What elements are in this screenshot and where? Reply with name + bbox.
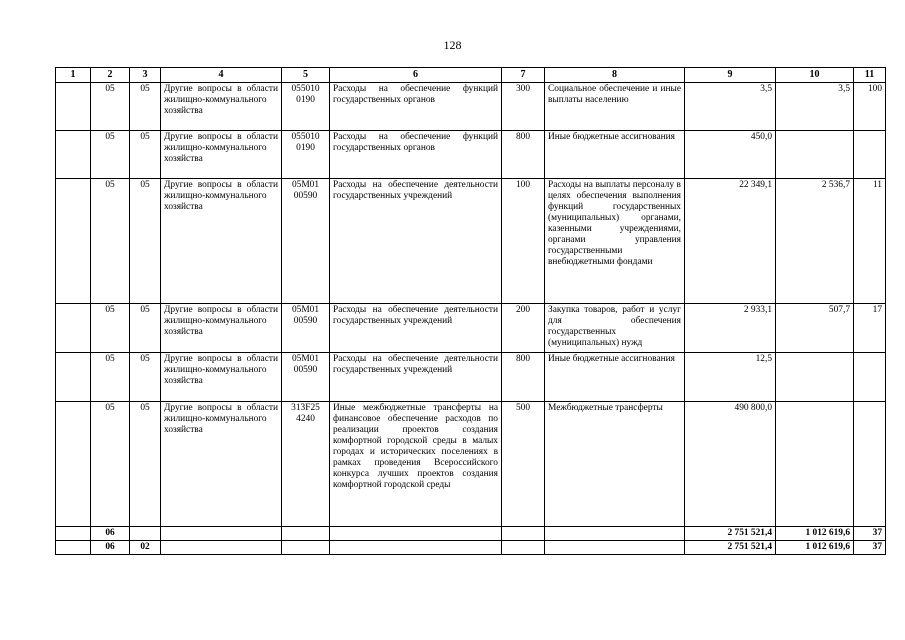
cell-expense-name: Закупка товаров, работ и услуг для обеспечения государственных (муниципальных) нужд xyxy=(545,304,685,353)
table-row xyxy=(56,402,886,527)
column-header: 4 xyxy=(161,68,282,83)
cell-percent: 11 xyxy=(854,179,886,304)
cell-target-code: 055010 0190 xyxy=(282,83,330,131)
total-row-section xyxy=(56,527,886,541)
cell-subsection: 05 xyxy=(130,179,161,304)
cell-col1 xyxy=(56,304,91,353)
cell-amount-actual: 507,7 xyxy=(776,304,854,353)
column-header: 9 xyxy=(685,68,776,83)
cell-section-name: Другие вопросы в области жилищно-коммунального хозяйства xyxy=(161,304,282,353)
table-row xyxy=(56,83,886,131)
cell-expense-type xyxy=(502,541,545,555)
cell-target-name xyxy=(330,527,502,541)
budget-table xyxy=(55,67,886,555)
cell-section-name: Другие вопросы в области жилищно-коммунального хозяйства xyxy=(161,353,282,402)
cell-expense-type: 300 xyxy=(502,83,545,131)
cell-expense-type: 800 xyxy=(502,131,545,179)
cell-expense-type: 100 xyxy=(502,179,545,304)
cell-target-name: Иные межбюджетные трансферты на финансовое обеспечение расходов по реализации проектов создания комфортной городской среды в малых городах и исторических поселениях в рамках проведения Всероссийского конкурса лучших проектов создания комфортной городской среды xyxy=(330,402,502,527)
cell-section: 05 xyxy=(91,179,130,304)
cell-amount-plan: 12,5 xyxy=(685,353,776,402)
cell-col1 xyxy=(56,179,91,304)
cell-col1 xyxy=(56,131,91,179)
cell-section: 06 xyxy=(91,541,130,555)
column-header: 2 xyxy=(91,68,130,83)
cell-section: 05 xyxy=(91,304,130,353)
column-header: 7 xyxy=(502,68,545,83)
cell-target-code xyxy=(282,541,330,555)
cell-subsection: 05 xyxy=(130,304,161,353)
cell-amount-plan: 3,5 xyxy=(685,83,776,131)
cell-expense-name xyxy=(545,541,685,555)
cell-target-code: 055010 0190 xyxy=(282,131,330,179)
cell-amount-actual xyxy=(776,353,854,402)
column-header: 3 xyxy=(130,68,161,83)
cell-amount-actual: 3,5 xyxy=(776,83,854,131)
cell-section-name: Другие вопросы в области жилищно-коммунального хозяйства xyxy=(161,131,282,179)
column-header: 6 xyxy=(330,68,502,83)
cell-percent: 17 xyxy=(854,304,886,353)
cell-section: 05 xyxy=(91,353,130,402)
cell-section-name: Другие вопросы в области жилищно-коммунального хозяйства xyxy=(161,179,282,304)
cell-amount-actual: 2 536,7 xyxy=(776,179,854,304)
cell-expense-type: 200 xyxy=(502,304,545,353)
cell-section-name xyxy=(161,541,282,555)
cell-percent: 100 xyxy=(854,83,886,131)
table-row xyxy=(56,304,886,353)
cell-amount-plan: 22 349,1 xyxy=(685,179,776,304)
cell-subsection: 05 xyxy=(130,402,161,527)
table-row xyxy=(56,179,886,304)
cell-target-name: Расходы на обеспечение функций государственных органов xyxy=(330,131,502,179)
cell-target-code xyxy=(282,527,330,541)
cell-amount-actual xyxy=(776,402,854,527)
cell-section: 05 xyxy=(91,402,130,527)
column-header: 11 xyxy=(854,68,886,83)
cell-section-name: Другие вопросы в области жилищно-коммунального хозяйства xyxy=(161,83,282,131)
cell-expense-name: Социальное обеспечение и иные выплаты населению xyxy=(545,83,685,131)
cell-target-name: Расходы на обеспечение функций государственных органов xyxy=(330,83,502,131)
cell-target-name xyxy=(330,541,502,555)
total-row-subsection xyxy=(56,541,886,555)
cell-col1 xyxy=(56,527,91,541)
cell-percent xyxy=(854,131,886,179)
cell-target-code: 05М01 00590 xyxy=(282,304,330,353)
table-row xyxy=(56,353,886,402)
cell-col1 xyxy=(56,83,91,131)
column-header: 8 xyxy=(545,68,685,83)
cell-target-code: 05М01 00590 xyxy=(282,353,330,402)
cell-amount-actual xyxy=(776,131,854,179)
cell-target-code: 05М01 00590 xyxy=(282,179,330,304)
cell-expense-type: 500 xyxy=(502,402,545,527)
cell-expense-name: Межбюджетные трансферты xyxy=(545,402,685,527)
table-row xyxy=(56,131,886,179)
cell-expense-name: Расходы на выплаты персоналу в целях обеспечения выполнения функций государственных (муниципальных) органами, казенными учреждениями, органами управления государственными внебюджетными фондами xyxy=(545,179,685,304)
cell-percent xyxy=(854,402,886,527)
cell-percent xyxy=(854,353,886,402)
cell-target-code: 313F25 4240 xyxy=(282,402,330,527)
cell-amount-plan: 2 751 521,4 xyxy=(685,527,776,541)
header-row xyxy=(56,68,886,83)
cell-subsection: 05 xyxy=(130,131,161,179)
page-number: 128 xyxy=(443,38,462,52)
cell-section-name: Другие вопросы в области жилищно-коммунального хозяйства xyxy=(161,402,282,527)
cell-expense-type: 800 xyxy=(502,353,545,402)
cell-col1 xyxy=(56,402,91,527)
cell-subsection: 05 xyxy=(130,83,161,131)
cell-amount-plan: 2 933,1 xyxy=(685,304,776,353)
cell-amount-plan: 2 751 521,4 xyxy=(685,541,776,555)
cell-amount-actual: 1 012 619,6 xyxy=(776,527,854,541)
cell-subsection xyxy=(130,527,161,541)
cell-target-name: Расходы на обеспечение деятельности государственных учреждений xyxy=(330,304,502,353)
cell-expense-type xyxy=(502,527,545,541)
cell-section: 05 xyxy=(91,131,130,179)
cell-amount-plan: 450,0 xyxy=(685,131,776,179)
cell-target-name: Расходы на обеспечение деятельности государственных учреждений xyxy=(330,353,502,402)
cell-percent: 37 xyxy=(854,527,886,541)
cell-expense-name: Иные бюджетные ассигнования xyxy=(545,131,685,179)
cell-section-name xyxy=(161,527,282,541)
cell-col1 xyxy=(56,541,91,555)
cell-section: 06 xyxy=(91,527,130,541)
cell-section: 05 xyxy=(91,83,130,131)
column-header: 5 xyxy=(282,68,330,83)
cell-amount-actual: 1 012 619,6 xyxy=(776,541,854,555)
column-header: 1 xyxy=(56,68,91,83)
cell-amount-plan: 490 800,0 xyxy=(685,402,776,527)
column-header: 10 xyxy=(776,68,854,83)
cell-expense-name xyxy=(545,527,685,541)
cell-percent: 37 xyxy=(854,541,886,555)
cell-subsection: 05 xyxy=(130,353,161,402)
cell-target-name: Расходы на обеспечение деятельности государственных учреждений xyxy=(330,179,502,304)
cell-subsection: 02 xyxy=(130,541,161,555)
cell-col1 xyxy=(56,353,91,402)
cell-expense-name: Иные бюджетные ассигнования xyxy=(545,353,685,402)
